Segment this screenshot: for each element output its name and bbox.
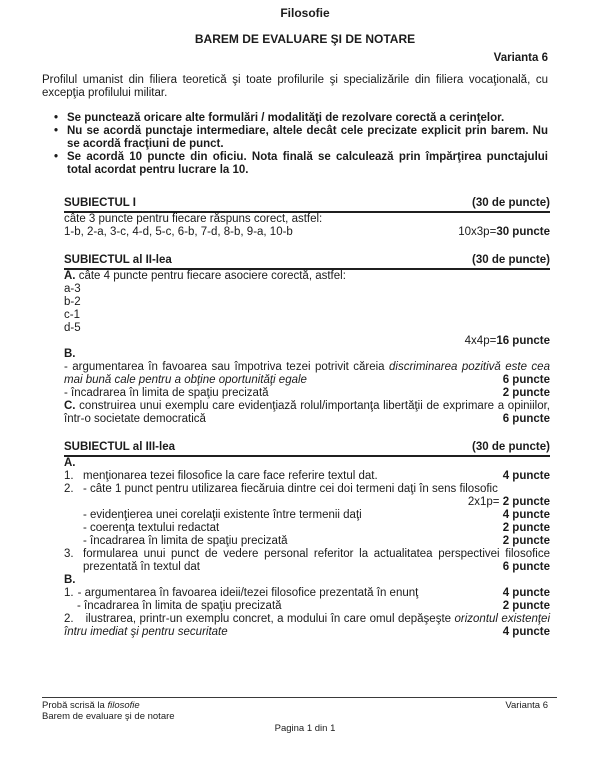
- page-number: Pagina 1 din 1: [274, 723, 336, 734]
- subject-1-answers-row: [64, 226, 550, 239]
- part-a-label: A.: [64, 457, 76, 469]
- item-points: 4 puncte: [502, 470, 550, 482]
- subject-2-a-score: [64, 335, 550, 348]
- scoring-item: [64, 470, 550, 483]
- item-points: 4 puncte: [502, 509, 550, 521]
- scoring-item: [64, 613, 550, 639]
- item-points: 6 puncte: [502, 413, 550, 425]
- item-points: 4 puncte: [502, 626, 550, 638]
- scoring-item: [64, 587, 550, 600]
- item-points: 4 puncte: [502, 587, 550, 599]
- subject-3-total-points: (30 de puncte): [472, 441, 550, 453]
- item-text: - încadrarea în limita de spaţiu precizată: [83, 535, 288, 547]
- item-number: 1.: [64, 470, 74, 482]
- pair-line: b-2: [64, 296, 81, 308]
- part-b-label: B.: [64, 574, 76, 586]
- score-points: 2 puncte: [502, 496, 550, 508]
- item-number: 1.: [64, 587, 74, 599]
- item-text: - coerenţa textului redactat: [83, 522, 220, 534]
- bullet-icon: •: [54, 112, 59, 124]
- pair-line: d-5: [64, 322, 81, 334]
- item-text: - încadrarea în limita de spaţiu precizată: [77, 600, 282, 612]
- item-number: 3.: [64, 548, 74, 560]
- item-text-italic: orizontul existenţei întru imediat şi pentru securitate: [64, 613, 551, 638]
- page-title: Filosofie: [280, 6, 330, 20]
- footer: [42, 700, 548, 722]
- score-points: 16 puncte: [496, 335, 550, 347]
- subject-1-total-points: (30 de puncte): [472, 197, 550, 209]
- subject-2-a-intro: [64, 270, 550, 283]
- item-points: 2 puncte: [502, 522, 550, 534]
- item-points: 2 puncte: [502, 387, 550, 399]
- bullet-icon: •: [54, 125, 59, 137]
- footer-exam-prefix: Probă scrisă la: [42, 700, 108, 711]
- footer-exam-type: [42, 700, 175, 711]
- footer-doc-type: Barem de evaluare şi de notare: [42, 711, 175, 722]
- subject-3-section: [64, 441, 550, 639]
- rule-text: Se acordă 10 puncte din oficiu. Nota finală se calculează prin împărţirea punctajului total acordat pentru lucrare la 10.: [67, 151, 548, 176]
- item-text: menţionarea tezei filosofice la care face referire textul dat.: [83, 470, 378, 482]
- scoring-item: [83, 509, 550, 522]
- scoring-item: [83, 522, 550, 535]
- footer-variant: Varianta 6: [505, 700, 548, 711]
- pair-line: a-3: [64, 283, 81, 295]
- part-a-text: câte 4 puncte pentru fiecare asociere corectă, astfel:: [75, 270, 346, 282]
- footer-left: [42, 700, 175, 722]
- item-points: 6 puncte: [502, 561, 550, 573]
- item-text-italic: discriminarea pozitivă este cea mai bună cale pentru a obţine oportunităţi egale: [64, 361, 550, 386]
- score-formula: 4x4p=: [464, 335, 497, 347]
- profile-note: Profilul umanist din filiera teoretică şi toate profilurile şi specializările din filiera vocaţională, cu excepţia profilului militar.: [42, 74, 548, 99]
- rule-text: Se punctează oricare alte formulări / modalităţi de rezolvare corectă a cerinţelor.: [67, 112, 505, 124]
- document-subtitle: BAREM DE EVALUARE ŞI DE NOTARE: [194, 32, 416, 46]
- item-number: 2.: [64, 483, 74, 495]
- subject-1-header: [64, 197, 550, 213]
- subject-1-score: [458, 226, 550, 239]
- item-body: [83, 548, 550, 574]
- subject-1-title: SUBIECTUL I: [64, 197, 136, 209]
- subject-3-a2-score: [64, 496, 550, 509]
- part-b-label: B.: [64, 348, 76, 360]
- rule-text: Nu se acordă punctaje intermediare, altele decât cele precizate explicit prin barem. Nu se acordă fracţiuni de punct.: [67, 125, 548, 150]
- pair-line: c-1: [64, 309, 80, 321]
- subject-3-header: [64, 441, 550, 457]
- scoring-item: [64, 400, 550, 426]
- item-text: ilustrarea, printr-un exemplu concret, a modului în care omul depăşeşte: [85, 613, 455, 625]
- rule-item: [54, 125, 548, 151]
- scoring-item: [64, 361, 550, 387]
- item-text: construirea unui exemplu care evidenţiază rolul/importanţa libertăţii de exprimare a opiniilor, într-o societate democratică: [64, 400, 550, 425]
- part-c-label: C.: [64, 400, 76, 412]
- item-text: - argumentarea în favoarea sau împotriva tezei potrivit căreia: [64, 361, 390, 373]
- score-formula: 2x1p=: [467, 496, 503, 508]
- subject-1-section: [64, 197, 550, 239]
- scoring-item: [64, 548, 550, 574]
- subject-2-total-points: (30 de puncte): [472, 254, 550, 266]
- part-a-label: A.: [64, 270, 76, 282]
- subject-1-answers: 1-b, 2-a, 3-c, 4-d, 5-c, 6-b, 7-d, 8-b, 9-a, 10-b: [64, 226, 293, 238]
- scoring-item: [64, 387, 550, 400]
- subject-2-header: [64, 254, 550, 270]
- item-number: 2.: [64, 613, 74, 625]
- subject-2-title: SUBIECTUL al II-lea: [64, 254, 172, 266]
- general-rules-list: [54, 112, 548, 177]
- bullet-icon: •: [54, 151, 59, 163]
- item-text: - argumentarea în favoarea ideii/tezei filosofice prezentată în enunţ: [77, 587, 419, 599]
- item-text: - evidenţierea unei corelaţii existente între termenii daţi: [83, 509, 362, 521]
- item-text: - încadrarea în limita de spaţiu precizată: [64, 387, 269, 399]
- item-points: 2 puncte: [502, 535, 550, 547]
- rule-item: [54, 151, 548, 177]
- item-body: [83, 470, 550, 483]
- scoring-item: [83, 535, 550, 548]
- score-points: 30 puncte: [496, 226, 550, 238]
- rule-item: [54, 112, 548, 125]
- scoring-item: [77, 600, 550, 613]
- item-points: 6 puncte: [502, 374, 550, 386]
- scoring-item: [64, 483, 550, 496]
- footer-exam-subject: filosofie: [107, 700, 140, 711]
- item-text: formularea unui punct de vedere personal referitor la actualitatea perspectivei filosofice prezentată în textul dat: [83, 548, 550, 573]
- score-formula: 10x3p=: [458, 226, 497, 238]
- subject-2-section: [64, 254, 550, 426]
- footer-divider: [42, 697, 557, 698]
- subject-3-title: SUBIECTUL al III-lea: [64, 441, 175, 453]
- variant-label: Varianta 6: [493, 52, 548, 64]
- item-points: 2 puncte: [502, 600, 550, 612]
- item-body: - câte 1 punct pentru utilizarea fiecăruia dintre cei doi termeni daţi în sens filosofic: [83, 483, 498, 495]
- subject-1-intro: câte 3 puncte pentru fiecare răspuns corect, astfel:: [64, 213, 323, 225]
